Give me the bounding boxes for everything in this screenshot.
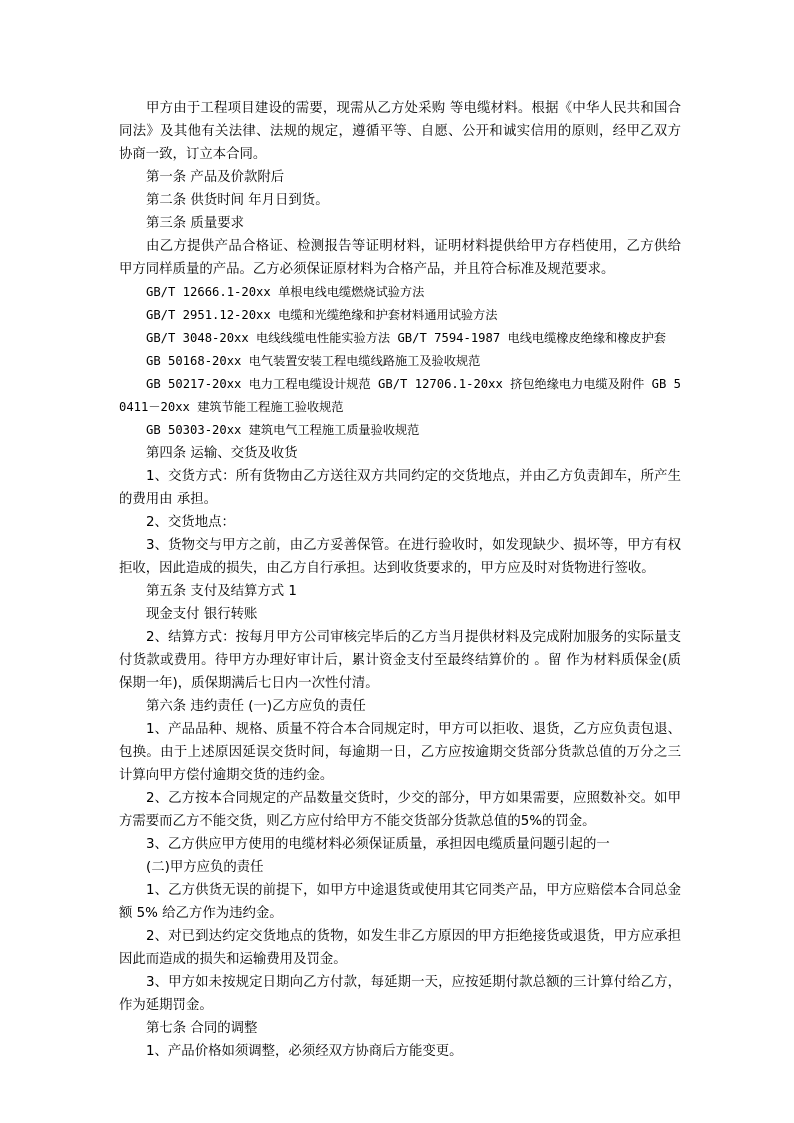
storage-paragraph: 3、货物交与甲方之前，由乙方妥善保管。在进行验收时，如发现缺少、损坏等，甲方有权拒收，因此造成的损失，由乙方自行承担。达到收货要求的，甲方应及时对货物进行签收。 [119, 538, 681, 576]
article-6-heading: 第六条 违约责任 (一)乙方应负的责任 [146, 699, 366, 714]
buyer-liability-heading: (二)甲方应负的责任 [146, 860, 264, 875]
standard-line: GB 50217-20xx 电力工程电缆设计规范 GB/T 12706.1-20xx 挤包绝缘电力电缆及附件 GB 50411－20xx 建筑节能工程施工验收规范 [119, 377, 681, 414]
seller-liability-2: 2、乙方按本合同规定的产品数量交货时，少交的部分，甲方如果需要，应照数补交。如甲方需要而乙方不能交货，则乙方应付给甲方不能交货部分货款总值的5%的罚金。 [119, 791, 681, 829]
article-1-heading: 第一条 产品及价款附后 [146, 170, 285, 185]
article-4-heading: 第四条 运输、交货及收货 [146, 446, 298, 461]
payment-options: 现金支付 银行转账 [146, 607, 258, 622]
settlement-paragraph: 2、结算方式：按每月甲方公司审核完毕后的乙方当月提供材料及完成附加服务的实际量支付货款或费用。待甲方办理好审计后，累计资金支付至最终结算价的 。留 作为材料质保金(质保期一年)，质保期满后七日内一次性付清。 [119, 630, 681, 691]
seller-liability-3: 3、乙方供应甲方使用的电缆材料必须保证质量，承担因电缆质量问题引起的一 [146, 837, 610, 852]
quality-paragraph: 由乙方提供产品合格证、检测报告等证明材料，证明材料提供给甲方存档使用，乙方供给甲方同样质量的产品。乙方必须保证原材料为合格产品，并且符合标准及规范要求。 [119, 239, 681, 277]
delivery-method-paragraph: 1、交货方式：所有货物由乙方送往双方共同约定的交货地点，并由乙方负责卸车，所产生的费用由 承担。 [119, 469, 681, 507]
standard-line: GB 50303-20xx 建筑电气工程施工质量验收规范 [146, 423, 420, 437]
contract-body [119, 97, 681, 1063]
standard-line: GB 50168-20xx 电气装置安装工程电缆线路施工及验收规范 [146, 354, 481, 368]
article-2-heading: 第二条 供货时间 年月日到货。 [146, 193, 329, 208]
standard-line: GB/T 2951.12-20xx 电缆和光缆绝缘和护套材料通用试验方法 [146, 308, 498, 322]
intro-paragraph: 甲方由于工程项目建设的需要，现需从乙方处采购 等电缆材料。根据《中华人民共和国合同法》及其他有关法律、法规的规定，遵循平等、自愿、公开和诚实信用的原则，经甲乙双方协商一致，订立本合同。 [119, 101, 681, 162]
article-7-heading: 第七条 合同的调整 [146, 1021, 258, 1036]
standard-line: GB/T 3048-20xx 电线线缆电性能实验方法 GB/T 7594-1987 电线电缆橡皮绝缘和橡皮护套 [146, 331, 666, 345]
price-adjustment-paragraph: 1、产品价格如须调整，必须经双方协商后方能变更。 [146, 1044, 463, 1059]
article-3-heading: 第三条 质量要求 [146, 216, 244, 231]
buyer-liability-2: 2、对已到达约定交货地点的货物，如发生非乙方原因的甲方拒绝接货或退货，甲方应承担因此而造成的损失和运输费用及罚金。 [119, 929, 681, 967]
buyer-liability-1: 1、乙方供货无误的前提下，如甲方中途退货或使用其它同类产品，甲方应赔偿本合同总金额 5% 给乙方作为违约金。 [119, 883, 681, 921]
article-5-heading: 第五条 支付及结算方式 1 [146, 584, 297, 599]
seller-liability-1: 1、产品品种、规格、质量不符合本合同规定时，甲方可以拒收、退货，乙方应负责包退、包换。由于上述原因延误交货时间，每逾期一日，乙方应按逾期交货部分货款总值的万分之三计算向甲方偿付逾期交货的违约金。 [119, 722, 681, 783]
standard-line: GB/T 12666.1-20xx 单根电线电缆燃烧试验方法 [146, 285, 425, 299]
delivery-location-paragraph: 2、交货地点： [146, 515, 235, 530]
buyer-liability-3: 3、甲方如未按规定日期向乙方付款，每延期一天，应按延期付款总额的三计算付给乙方，作为延期罚金。 [119, 975, 681, 1013]
